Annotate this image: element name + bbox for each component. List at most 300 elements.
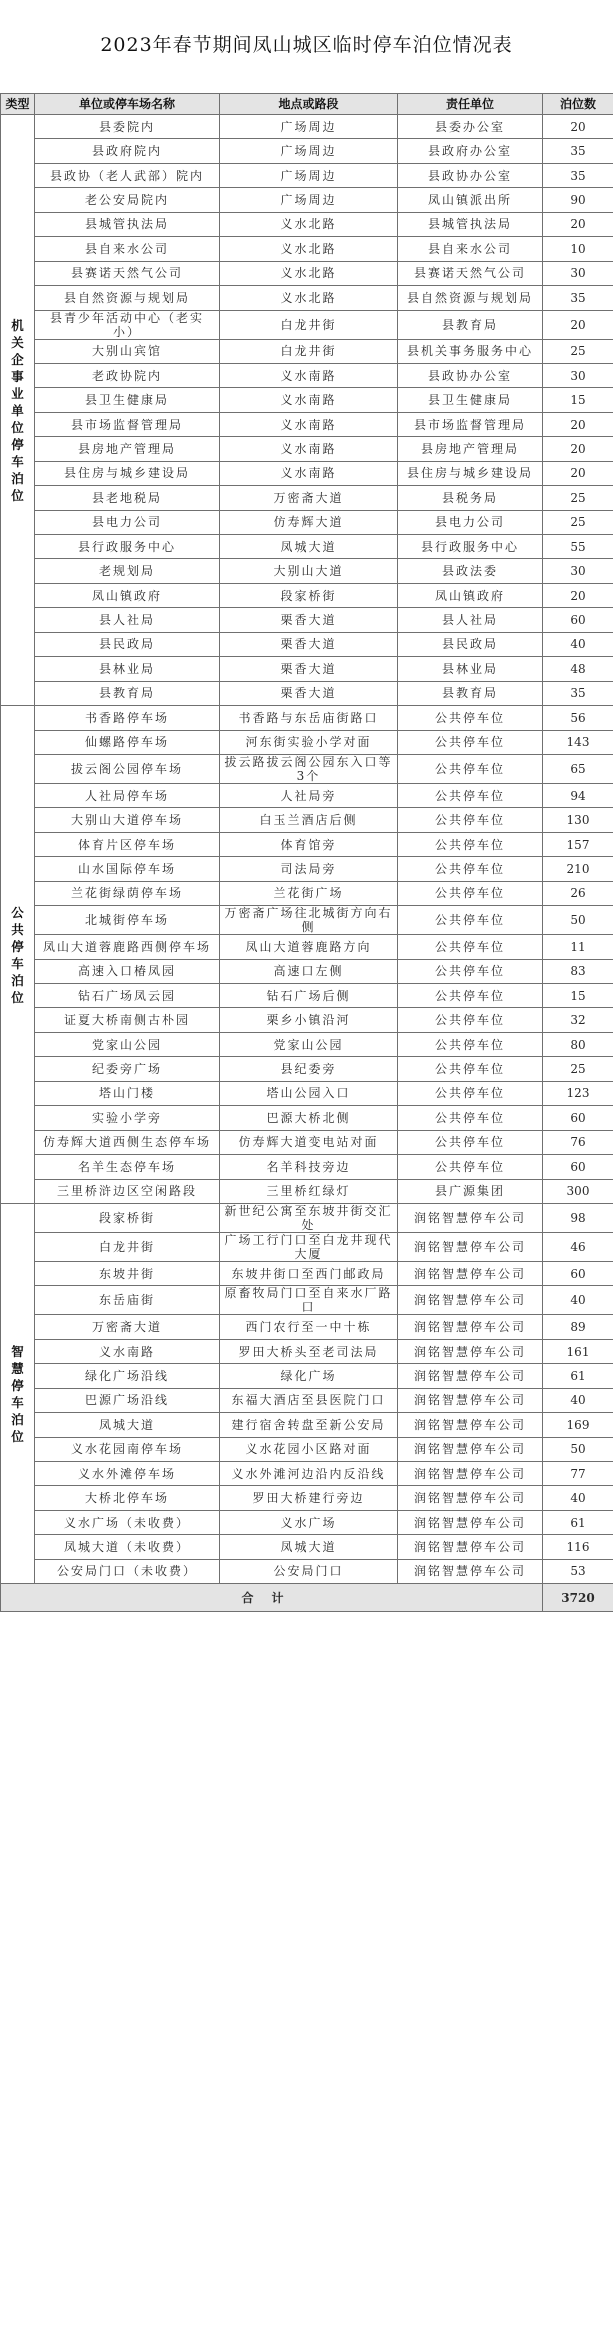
table-row <box>1 1008 613 1032</box>
table-row <box>1 632 613 656</box>
spaces-cell: 40 <box>543 1388 613 1412</box>
unit-name-cell: 大别山大道停车场 <box>35 808 220 832</box>
spaces-cell: 40 <box>543 1286 613 1315</box>
responsible-cell: 润铭智慧停车公司 <box>398 1315 543 1339</box>
table-row <box>1 1559 613 1583</box>
table-row <box>1 1081 613 1105</box>
table-body <box>1 115 613 1612</box>
location-cell: 塔山公园入口 <box>220 1081 398 1105</box>
location-cell: 公安局门口 <box>220 1559 398 1583</box>
unit-name-cell: 县教育局 <box>35 681 220 705</box>
location-cell: 栗香大道 <box>220 608 398 632</box>
table-row <box>1 261 613 285</box>
responsible-cell: 县住房与城乡建设局 <box>398 461 543 485</box>
table-row <box>1 1535 613 1559</box>
unit-name-cell: 县委院内 <box>35 115 220 139</box>
table-row <box>1 1032 613 1056</box>
location-cell: 义水广场 <box>220 1510 398 1534</box>
table-row <box>1 139 613 163</box>
table-row <box>1 583 613 607</box>
responsible-cell: 公共停车位 <box>398 832 543 856</box>
table-row <box>1 486 613 510</box>
unit-name-cell: 白龙井街 <box>35 1232 220 1261</box>
location-cell: 义水南路 <box>220 363 398 387</box>
responsible-cell: 公共停车位 <box>398 808 543 832</box>
responsible-cell: 润铭智慧停车公司 <box>398 1535 543 1559</box>
table-row <box>1 754 613 783</box>
header-name: 单位或停车场名称 <box>35 94 220 115</box>
unit-name-cell: 老政协院内 <box>35 363 220 387</box>
location-cell: 凤城大道 <box>220 1535 398 1559</box>
unit-name-cell: 县城管执法局 <box>35 212 220 236</box>
responsible-cell: 县卫生健康局 <box>398 388 543 412</box>
location-cell: 栗乡小镇沿河 <box>220 1008 398 1032</box>
spaces-cell: 25 <box>543 339 613 363</box>
table-row <box>1 906 613 935</box>
unit-name-cell: 凤城大道 <box>35 1413 220 1437</box>
category-cell: 智慧停车泊位 <box>1 1203 35 1583</box>
table-header-row <box>1 94 613 115</box>
responsible-cell: 县教育局 <box>398 681 543 705</box>
unit-name-cell: 党家山公园 <box>35 1032 220 1056</box>
responsible-cell: 润铭智慧停车公司 <box>398 1286 543 1315</box>
unit-name-cell: 县电力公司 <box>35 510 220 534</box>
location-cell: 罗田大桥建行旁边 <box>220 1486 398 1510</box>
location-cell: 钻石广场后侧 <box>220 984 398 1008</box>
table-row <box>1 1413 613 1437</box>
unit-name-cell: 义水外滩停车场 <box>35 1462 220 1486</box>
location-cell: 义水北路 <box>220 261 398 285</box>
unit-name-cell: 县政协（老人武部）院内 <box>35 163 220 187</box>
location-cell: 西门农行至一中十栋 <box>220 1315 398 1339</box>
spaces-cell: 20 <box>543 461 613 485</box>
location-cell: 义水南路 <box>220 412 398 436</box>
table-row <box>1 1106 613 1130</box>
responsible-cell: 县机关事务服务中心 <box>398 339 543 363</box>
table-row <box>1 535 613 559</box>
table-row <box>1 808 613 832</box>
location-cell: 河东街实验小学对面 <box>220 730 398 754</box>
table-row <box>1 339 613 363</box>
table-row <box>1 1130 613 1154</box>
unit-name-cell: 公安局门口（未收费） <box>35 1559 220 1583</box>
table-row <box>1 461 613 485</box>
location-cell: 义水外滩河边沿内反沿线 <box>220 1462 398 1486</box>
header-responsible: 责任单位 <box>398 94 543 115</box>
spaces-cell: 98 <box>543 1203 613 1232</box>
unit-name-cell: 县老地税局 <box>35 486 220 510</box>
location-cell: 白龙井街 <box>220 310 398 339</box>
responsible-cell: 县行政服务中心 <box>398 535 543 559</box>
location-cell: 广场周边 <box>220 163 398 187</box>
document-title: 2023年春节期间凤山城区临时停车泊位情况表 <box>100 34 513 56</box>
responsible-cell: 润铭智慧停车公司 <box>398 1510 543 1534</box>
table-row <box>1 212 613 236</box>
table-row <box>1 783 613 807</box>
spaces-cell: 40 <box>543 1486 613 1510</box>
spaces-cell: 90 <box>543 188 613 212</box>
responsible-cell: 公共停车位 <box>398 1081 543 1105</box>
spaces-cell: 25 <box>543 510 613 534</box>
responsible-cell: 县委办公室 <box>398 115 543 139</box>
responsible-cell: 县教育局 <box>398 310 543 339</box>
location-cell: 白龙井街 <box>220 339 398 363</box>
table-row <box>1 163 613 187</box>
unit-name-cell: 仿寿辉大道西侧生态停车场 <box>35 1130 220 1154</box>
responsible-cell: 凤山镇政府 <box>398 583 543 607</box>
header-location: 地点或路段 <box>220 94 398 115</box>
responsible-cell: 公共停车位 <box>398 1106 543 1130</box>
spaces-cell: 20 <box>543 212 613 236</box>
location-cell: 广场周边 <box>220 139 398 163</box>
responsible-cell: 公共停车位 <box>398 906 543 935</box>
location-cell: 司法局旁 <box>220 857 398 881</box>
unit-name-cell: 县民政局 <box>35 632 220 656</box>
unit-name-cell: 县人社局 <box>35 608 220 632</box>
responsible-cell: 润铭智慧停车公司 <box>398 1364 543 1388</box>
spaces-cell: 20 <box>543 115 613 139</box>
spaces-cell: 89 <box>543 1315 613 1339</box>
unit-name-cell: 兰花街绿荫停车场 <box>35 881 220 905</box>
responsible-cell: 公共停车位 <box>398 754 543 783</box>
unit-name-cell: 县政府院内 <box>35 139 220 163</box>
table-row <box>1 1339 613 1363</box>
unit-name-cell: 名羊生态停车场 <box>35 1155 220 1179</box>
location-cell: 万密斋广场往北城街方向右侧 <box>220 906 398 935</box>
responsible-cell: 公共停车位 <box>398 959 543 983</box>
spaces-cell: 56 <box>543 706 613 730</box>
responsible-cell: 县税务局 <box>398 486 543 510</box>
total-row <box>1 1584 613 1612</box>
table-row <box>1 706 613 730</box>
unit-name-cell: 体育片区停车场 <box>35 832 220 856</box>
location-cell: 体育馆旁 <box>220 832 398 856</box>
responsible-cell: 县自然资源与规划局 <box>398 286 543 310</box>
responsible-cell: 县政府办公室 <box>398 139 543 163</box>
unit-name-cell: 证夏大桥南侧古朴园 <box>35 1008 220 1032</box>
spaces-cell: 26 <box>543 881 613 905</box>
unit-name-cell: 老规划局 <box>35 559 220 583</box>
responsible-cell: 润铭智慧停车公司 <box>398 1559 543 1583</box>
location-cell: 新世纪公寓至东坡井街交汇处 <box>220 1203 398 1232</box>
spaces-cell: 55 <box>543 535 613 559</box>
spaces-cell: 60 <box>543 1155 613 1179</box>
spaces-cell: 20 <box>543 310 613 339</box>
spaces-cell: 10 <box>543 237 613 261</box>
responsible-cell: 县民政局 <box>398 632 543 656</box>
location-cell: 白玉兰酒店后侧 <box>220 808 398 832</box>
table-row <box>1 286 613 310</box>
location-cell: 仿寿辉大道变电站对面 <box>220 1130 398 1154</box>
spaces-cell: 30 <box>543 559 613 583</box>
spaces-cell: 300 <box>543 1179 613 1203</box>
responsible-cell: 县电力公司 <box>398 510 543 534</box>
location-cell: 拔云路拔云阁公园东入口等3个 <box>220 754 398 783</box>
table-row <box>1 935 613 959</box>
responsible-cell: 县城管执法局 <box>398 212 543 236</box>
unit-name-cell: 书香路停车场 <box>35 706 220 730</box>
unit-name-cell: 山水国际停车场 <box>35 857 220 881</box>
table-row <box>1 1286 613 1315</box>
responsible-cell: 润铭智慧停车公司 <box>398 1232 543 1261</box>
table-row <box>1 1315 613 1339</box>
spaces-cell: 35 <box>543 286 613 310</box>
spaces-cell: 60 <box>543 608 613 632</box>
responsible-cell: 县人社局 <box>398 608 543 632</box>
unit-name-cell: 东坡井街 <box>35 1261 220 1285</box>
table-row <box>1 1486 613 1510</box>
table-row <box>1 681 613 705</box>
location-cell: 段家桥街 <box>220 583 398 607</box>
responsible-cell: 县政法委 <box>398 559 543 583</box>
unit-name-cell: 义水南路 <box>35 1339 220 1363</box>
spaces-cell: 48 <box>543 657 613 681</box>
table-row <box>1 881 613 905</box>
table-row <box>1 1232 613 1261</box>
responsible-cell: 润铭智慧停车公司 <box>398 1462 543 1486</box>
table-row <box>1 1155 613 1179</box>
table-row <box>1 237 613 261</box>
responsible-cell: 公共停车位 <box>398 1155 543 1179</box>
spaces-cell: 50 <box>543 1437 613 1461</box>
unit-name-cell: 县青少年活动中心（老实小） <box>35 310 220 339</box>
spaces-cell: 116 <box>543 1535 613 1559</box>
table-row <box>1 1179 613 1203</box>
header-spaces: 泊位数 <box>543 94 613 115</box>
location-cell: 书香路与东岳庙街路口 <box>220 706 398 730</box>
responsible-cell: 公共停车位 <box>398 935 543 959</box>
spaces-cell: 46 <box>543 1232 613 1261</box>
spaces-cell: 80 <box>543 1032 613 1056</box>
location-cell: 巴源大桥北侧 <box>220 1106 398 1130</box>
unit-name-cell: 巴源广场沿线 <box>35 1388 220 1412</box>
unit-name-cell: 大桥北停车场 <box>35 1486 220 1510</box>
total-label: 合计 <box>1 1584 543 1612</box>
table-row <box>1 559 613 583</box>
responsible-cell: 县政协办公室 <box>398 163 543 187</box>
responsible-cell: 县房地产管理局 <box>398 437 543 461</box>
location-cell: 义水北路 <box>220 237 398 261</box>
spaces-cell: 25 <box>543 1057 613 1081</box>
location-cell: 义水南路 <box>220 461 398 485</box>
unit-name-cell: 拔云阁公园停车场 <box>35 754 220 783</box>
category-cell: 机关企事业单位停车泊位 <box>1 115 35 706</box>
location-cell: 仿寿辉大道 <box>220 510 398 534</box>
parking-table <box>0 93 613 1612</box>
location-cell: 义水南路 <box>220 437 398 461</box>
table-row <box>1 1388 613 1412</box>
location-cell: 绿化广场 <box>220 1364 398 1388</box>
spaces-cell: 60 <box>543 1106 613 1130</box>
spaces-cell: 76 <box>543 1130 613 1154</box>
spaces-cell: 65 <box>543 754 613 783</box>
location-cell: 大别山大道 <box>220 559 398 583</box>
unit-name-cell: 纪委旁广场 <box>35 1057 220 1081</box>
table-row <box>1 730 613 754</box>
responsible-cell: 润铭智慧停车公司 <box>398 1486 543 1510</box>
location-cell: 党家山公园 <box>220 1032 398 1056</box>
unit-name-cell: 实验小学旁 <box>35 1106 220 1130</box>
total-value: 3720 <box>543 1584 613 1612</box>
location-cell: 凤山大道蓉鹿路方向 <box>220 935 398 959</box>
responsible-cell: 润铭智慧停车公司 <box>398 1203 543 1232</box>
responsible-cell: 县政协办公室 <box>398 363 543 387</box>
location-cell: 万密斋大道 <box>220 486 398 510</box>
unit-name-cell: 县行政服务中心 <box>35 535 220 559</box>
location-cell: 县纪委旁 <box>220 1057 398 1081</box>
table-row <box>1 115 613 139</box>
location-cell: 名羊科技旁边 <box>220 1155 398 1179</box>
spaces-cell: 15 <box>543 984 613 1008</box>
location-cell: 建行宿舍转盘至新公安局 <box>220 1413 398 1437</box>
spaces-cell: 61 <box>543 1510 613 1534</box>
table-row <box>1 412 613 436</box>
responsible-cell: 公共停车位 <box>398 857 543 881</box>
responsible-cell: 公共停车位 <box>398 881 543 905</box>
responsible-cell: 公共停车位 <box>398 730 543 754</box>
location-cell: 人社局旁 <box>220 783 398 807</box>
spaces-cell: 53 <box>543 1559 613 1583</box>
spaces-cell: 94 <box>543 783 613 807</box>
table-row <box>1 857 613 881</box>
location-cell: 东福大酒店至县医院门口 <box>220 1388 398 1412</box>
location-cell: 义水北路 <box>220 286 398 310</box>
table-row <box>1 1203 613 1232</box>
location-cell: 义水花园小区路对面 <box>220 1437 398 1461</box>
unit-name-cell: 县自然资源与规划局 <box>35 286 220 310</box>
unit-name-cell: 凤城大道（未收费） <box>35 1535 220 1559</box>
spaces-cell: 35 <box>543 139 613 163</box>
responsible-cell: 润铭智慧停车公司 <box>398 1413 543 1437</box>
spaces-cell: 30 <box>543 261 613 285</box>
responsible-cell: 公共停车位 <box>398 1130 543 1154</box>
spaces-cell: 11 <box>543 935 613 959</box>
table-row <box>1 1462 613 1486</box>
location-cell: 栗香大道 <box>220 632 398 656</box>
table-row <box>1 310 613 339</box>
spaces-cell: 35 <box>543 163 613 187</box>
table-row <box>1 1510 613 1534</box>
unit-name-cell: 老公安局院内 <box>35 188 220 212</box>
unit-name-cell: 县赛诺天然气公司 <box>35 261 220 285</box>
location-cell: 罗田大桥头至老司法局 <box>220 1339 398 1363</box>
category-cell: 公共停车泊位 <box>1 706 35 1204</box>
table-row <box>1 608 613 632</box>
spaces-cell: 20 <box>543 437 613 461</box>
unit-name-cell: 三里桥浒边区空闲路段 <box>35 1179 220 1203</box>
unit-name-cell: 凤山镇政府 <box>35 583 220 607</box>
responsible-cell: 县林业局 <box>398 657 543 681</box>
unit-name-cell: 大别山宾馆 <box>35 339 220 363</box>
location-cell: 广场工行门口至白龙井现代大厦 <box>220 1232 398 1261</box>
table-row <box>1 1437 613 1461</box>
location-cell: 三里桥红绿灯 <box>220 1179 398 1203</box>
table-row <box>1 388 613 412</box>
table-row <box>1 188 613 212</box>
responsible-cell: 润铭智慧停车公司 <box>398 1437 543 1461</box>
location-cell: 栗香大道 <box>220 657 398 681</box>
responsible-cell: 润铭智慧停车公司 <box>398 1388 543 1412</box>
unit-name-cell: 凤山大道蓉鹿路西侧停车场 <box>35 935 220 959</box>
table-row <box>1 363 613 387</box>
location-cell: 兰花街广场 <box>220 881 398 905</box>
unit-name-cell: 人社局停车场 <box>35 783 220 807</box>
responsible-cell: 润铭智慧停车公司 <box>398 1339 543 1363</box>
spaces-cell: 77 <box>543 1462 613 1486</box>
location-cell: 凤城大道 <box>220 535 398 559</box>
spaces-cell: 123 <box>543 1081 613 1105</box>
table-row <box>1 959 613 983</box>
unit-name-cell: 县自来水公司 <box>35 237 220 261</box>
table-row <box>1 1057 613 1081</box>
spaces-cell: 30 <box>543 363 613 387</box>
unit-name-cell: 段家桥街 <box>35 1203 220 1232</box>
responsible-cell: 凤山镇派出所 <box>398 188 543 212</box>
spaces-cell: 83 <box>543 959 613 983</box>
spaces-cell: 130 <box>543 808 613 832</box>
responsible-cell: 公共停车位 <box>398 783 543 807</box>
responsible-cell: 公共停车位 <box>398 1032 543 1056</box>
spaces-cell: 32 <box>543 1008 613 1032</box>
unit-name-cell: 万密斋大道 <box>35 1315 220 1339</box>
location-cell: 义水北路 <box>220 212 398 236</box>
unit-name-cell: 县卫生健康局 <box>35 388 220 412</box>
unit-name-cell: 绿化广场沿线 <box>35 1364 220 1388</box>
spaces-cell: 50 <box>543 906 613 935</box>
spaces-cell: 210 <box>543 857 613 881</box>
unit-name-cell: 县住房与城乡建设局 <box>35 461 220 485</box>
unit-name-cell: 仙螺路停车场 <box>35 730 220 754</box>
responsible-cell: 公共停车位 <box>398 1008 543 1032</box>
responsible-cell: 公共停车位 <box>398 984 543 1008</box>
header-type: 类型 <box>1 94 35 115</box>
location-cell: 东坡井街口至西门邮政局 <box>220 1261 398 1285</box>
unit-name-cell: 塔山门楼 <box>35 1081 220 1105</box>
unit-name-cell: 县房地产管理局 <box>35 437 220 461</box>
spaces-cell: 143 <box>543 730 613 754</box>
responsible-cell: 县市场监督管理局 <box>398 412 543 436</box>
spaces-cell: 161 <box>543 1339 613 1363</box>
location-cell: 栗香大道 <box>220 681 398 705</box>
table-row <box>1 832 613 856</box>
unit-name-cell: 东岳庙街 <box>35 1286 220 1315</box>
unit-name-cell: 县市场监督管理局 <box>35 412 220 436</box>
spaces-cell: 61 <box>543 1364 613 1388</box>
spaces-cell: 15 <box>543 388 613 412</box>
spaces-cell: 169 <box>543 1413 613 1437</box>
spaces-cell: 20 <box>543 583 613 607</box>
table-row <box>1 510 613 534</box>
unit-name-cell: 义水花园南停车场 <box>35 1437 220 1461</box>
responsible-cell: 公共停车位 <box>398 706 543 730</box>
location-cell: 高速口左侧 <box>220 959 398 983</box>
location-cell: 义水南路 <box>220 388 398 412</box>
location-cell: 原畜牧局门口至自来水厂路口 <box>220 1286 398 1315</box>
table-row <box>1 1364 613 1388</box>
unit-name-cell: 钻石广场凤云园 <box>35 984 220 1008</box>
location-cell: 广场周边 <box>220 115 398 139</box>
spaces-cell: 25 <box>543 486 613 510</box>
responsible-cell: 县广源集团 <box>398 1179 543 1203</box>
spaces-cell: 40 <box>543 632 613 656</box>
table-row <box>1 1261 613 1285</box>
responsible-cell: 县赛诺天然气公司 <box>398 261 543 285</box>
responsible-cell: 县自来水公司 <box>398 237 543 261</box>
table-row <box>1 984 613 1008</box>
responsible-cell: 润铭智慧停车公司 <box>398 1261 543 1285</box>
responsible-cell: 公共停车位 <box>398 1057 543 1081</box>
unit-name-cell: 高速入口椿凤园 <box>35 959 220 983</box>
